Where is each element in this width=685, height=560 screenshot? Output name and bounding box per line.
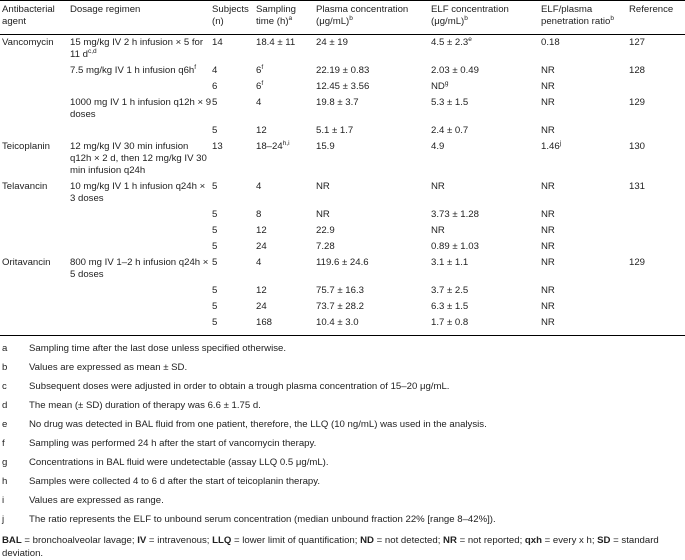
cell-value: 5 (212, 257, 218, 268)
cell-value: 12 (256, 225, 267, 236)
cell-value: 24 (256, 301, 267, 312)
cell-elf-concentration (431, 315, 541, 336)
cell-value: 19.8 ± 3.7 (316, 97, 359, 108)
cell-value: 3.7 ± 2.5 (431, 285, 469, 296)
cell-value: 1.7 ± 0.8 (431, 317, 469, 328)
cell-penetration-ratio (541, 299, 629, 315)
cell-reference (629, 139, 685, 179)
cell-sampling-time (256, 255, 316, 283)
cell-subjects (212, 139, 256, 179)
cell-dosage-regimen (70, 95, 212, 123)
abbreviation-term: qxh (524, 535, 542, 546)
header-plasma-concentration (316, 1, 431, 35)
abbreviation-meaning: = standard deviation. (2, 535, 659, 559)
cell-penetration-ratio (541, 315, 629, 336)
cell-sampling-time (256, 63, 316, 79)
abbreviation-term: IV (137, 535, 147, 546)
cell-value: 0.18 (541, 37, 560, 48)
cell-value: 4 (212, 65, 218, 76)
cell-value: 128 (629, 65, 646, 76)
cell-value: NR (541, 241, 555, 252)
cell-dosage-regimen (70, 315, 212, 336)
cell-value: 2.03 ± 0.49 (431, 65, 479, 76)
header-row (0, 1, 685, 35)
cell-penetration-ratio (541, 179, 629, 207)
cell-sampling-time (256, 315, 316, 336)
cell-value: NR (541, 225, 555, 236)
cell-penetration-ratio (541, 239, 629, 255)
cell-plasma-concentration (316, 95, 431, 123)
cell-value: 168 (256, 317, 273, 328)
cell-value: Telavancin (2, 181, 48, 192)
cell-elf-concentration (431, 299, 541, 315)
cell-value: 5 (212, 209, 218, 220)
cell-subjects (212, 35, 256, 64)
table-row (0, 79, 685, 95)
cell-agent (0, 299, 70, 315)
cell-subjects (212, 179, 256, 207)
cell-value: 18.4 ± 11 (256, 37, 296, 48)
cell-elf-concentration (431, 255, 541, 283)
cell-dosage-regimen (70, 299, 212, 315)
cell-value: Teicoplanin (2, 141, 51, 152)
abbreviation-meaning: = not reported; (456, 535, 525, 546)
cell-value: 73.7 ± 28.2 (316, 301, 364, 312)
cell-value: 18–24 (256, 141, 283, 152)
cell-dosage-regimen (70, 179, 212, 207)
header-label: Antibacterial agent (2, 4, 55, 27)
abbreviation-term: SD (597, 535, 611, 546)
cell-value: NR (541, 317, 555, 328)
footnote-text: Values are expressed as mean ± SD. (29, 362, 188, 373)
cell-elf-concentration (431, 283, 541, 299)
header-label: ELF/plasma penetration ratio (541, 4, 611, 27)
cell-plasma-concentration (316, 79, 431, 95)
cell-value: NR (541, 285, 555, 296)
cell-sampling-time (256, 123, 316, 139)
footnote-marker: c,d (87, 47, 97, 55)
abbreviation-term: LLQ (212, 535, 232, 546)
cell-value: 15.9 (316, 141, 335, 152)
cell-value: 3.73 ± 1.28 (431, 209, 479, 220)
cell-reference (629, 79, 685, 95)
cell-value: 5 (212, 181, 218, 192)
cell-penetration-ratio (541, 63, 629, 79)
cell-value: 8 (256, 209, 262, 220)
footnote-marker: a (288, 14, 293, 22)
cell-agent (0, 223, 70, 239)
cell-value: 1000 mg IV 1 h infusion q12h × 9 doses (70, 97, 212, 120)
cell-value: 10.4 ± 3.0 (316, 317, 359, 328)
cell-subjects (212, 315, 256, 336)
footnote-marker: f (194, 63, 197, 71)
cell-dosage-regimen (70, 239, 212, 255)
header-label: Dosage regimen (70, 4, 141, 15)
cell-sampling-time (256, 79, 316, 95)
cell-plasma-concentration (316, 179, 431, 207)
cell-value: NR (541, 257, 555, 268)
cell-value: 5 (212, 285, 218, 296)
cell-subjects (212, 63, 256, 79)
cell-value: NR (316, 181, 330, 192)
cell-sampling-time (256, 283, 316, 299)
footnote-text: Sampling time after the last dose unless specified otherwise. (29, 343, 287, 354)
footnote-marker: h,i (282, 139, 290, 147)
cell-sampling-time (256, 179, 316, 207)
cell-reference (629, 239, 685, 255)
cell-value: 10 mg/kg IV 1 h infusion q24h × 3 doses (70, 181, 206, 204)
table-row (0, 299, 685, 315)
cell-value: NR (431, 225, 445, 236)
footnote-marker: f (261, 79, 264, 87)
cell-subjects (212, 239, 256, 255)
cell-value: 24 ± 19 (316, 37, 348, 48)
footnote-text: Concentrations in BAL fluid were undetectable (assay LLQ 0.5 μg/mL). (29, 457, 329, 468)
cell-plasma-concentration (316, 299, 431, 315)
cell-value: 130 (629, 141, 646, 152)
cell-plasma-concentration (316, 63, 431, 79)
cell-value: 22.19 ± 0.83 (316, 65, 370, 76)
cell-value: 0.89 ± 1.03 (431, 241, 479, 252)
cell-agent (0, 79, 70, 95)
cell-value: 800 mg IV 1–2 h infusion q24h × 5 doses (70, 257, 209, 280)
abbreviation-meaning: = every x h; (541, 535, 598, 546)
footnote-marker: b (610, 14, 614, 22)
cell-subjects (212, 283, 256, 299)
footnote-label: c (2, 381, 7, 392)
cell-dosage-regimen (70, 223, 212, 239)
cell-agent (0, 255, 70, 283)
header-label: Sampling time (h) (256, 4, 296, 27)
cell-sampling-time (256, 95, 316, 123)
cell-elf-concentration (431, 123, 541, 139)
cell-subjects (212, 255, 256, 283)
cell-penetration-ratio (541, 139, 629, 179)
cell-value: 24 (256, 241, 267, 252)
cell-value: 12 (256, 285, 267, 296)
header-sampling-time (256, 1, 316, 35)
cell-sampling-time (256, 299, 316, 315)
cell-reference (629, 123, 685, 139)
cell-plasma-concentration (316, 35, 431, 64)
cell-plasma-concentration (316, 283, 431, 299)
cell-reference (629, 95, 685, 123)
cell-reference (629, 207, 685, 223)
cell-value: 5 (212, 301, 218, 312)
footnote-label: h (2, 476, 8, 487)
cell-value: 5 (212, 225, 218, 236)
abbreviation-meaning: = intravenous; (146, 535, 213, 546)
footnote-text: Samples were collected 4 to 6 d after the start of teicoplanin therapy. (29, 476, 320, 487)
cell-elf-concentration (431, 223, 541, 239)
cell-value: 5.1 ± 1.7 (316, 125, 354, 136)
footnote-label: f (2, 438, 5, 449)
footnote-text: No drug was detected in BAL fluid from one patient, therefore, the LLQ (10 ng/mL) was used in the analysis. (29, 419, 487, 430)
cell-value: 7.28 (316, 241, 335, 252)
cell-value: NR (541, 125, 555, 136)
footnote-text: Sampling was performed 24 h after the start of vancomycin therapy. (29, 438, 317, 449)
footnote-label: g (2, 457, 8, 468)
cell-reference (629, 299, 685, 315)
cell-dosage-regimen (70, 139, 212, 179)
cell-value: 4.5 ± 2.3 (431, 37, 469, 48)
cell-dosage-regimen (70, 123, 212, 139)
header-agent (0, 1, 70, 35)
cell-value: 131 (629, 181, 646, 192)
cell-value: 5 (212, 241, 218, 252)
footnote-marker: g (444, 79, 449, 87)
cell-plasma-concentration (316, 123, 431, 139)
cell-value: 5 (212, 97, 218, 108)
cell-value: 15 mg/kg IV 2 h infusion × 5 for 11 d (70, 37, 204, 60)
abbreviations (2, 534, 682, 560)
footnote-marker: e (468, 35, 472, 43)
cell-value: 4 (256, 257, 262, 268)
cell-value: 129 (629, 257, 646, 268)
header-label: ELF concentration (μg/mL) (431, 4, 509, 27)
cell-subjects (212, 123, 256, 139)
cell-value: 22.9 (316, 225, 335, 236)
footnote-marker: f (261, 63, 264, 71)
cell-agent (0, 95, 70, 123)
header-label: Subjects (n) (212, 4, 249, 27)
header-penetration-ratio (541, 1, 629, 35)
cell-value: 119.6 ± 24.6 (316, 257, 369, 268)
footnote-text: Values are expressed as range. (29, 495, 164, 506)
cell-value: NR (431, 181, 445, 192)
cell-value: Vancomycin (2, 37, 54, 48)
abbreviation-term: NR (443, 535, 457, 546)
cell-agent (0, 139, 70, 179)
abbreviation-term: BAL (2, 535, 22, 546)
cell-elf-concentration (431, 139, 541, 179)
cell-subjects (212, 299, 256, 315)
footnote-label: d (2, 400, 8, 411)
cell-value: 2.4 ± 0.7 (431, 125, 469, 136)
cell-value: 12.45 ± 3.56 (316, 81, 370, 92)
cell-value: 4.9 (431, 141, 445, 152)
header-label: Plasma concentration (μg/mL) (316, 4, 409, 27)
cell-dosage-regimen (70, 255, 212, 283)
footnote-label: b (2, 362, 8, 373)
footnote-label: e (2, 419, 8, 430)
cell-value: NR (541, 81, 555, 92)
cell-reference (629, 223, 685, 239)
cell-elf-concentration (431, 179, 541, 207)
cell-value: 6 (212, 81, 218, 92)
footnote-marker: b (464, 14, 468, 22)
cell-reference (629, 255, 685, 283)
cell-subjects (212, 223, 256, 239)
cell-dosage-regimen (70, 35, 212, 64)
cell-penetration-ratio (541, 223, 629, 239)
footnote-label: a (2, 343, 8, 354)
footnote-label: j (2, 514, 5, 525)
cell-value: 1.46 (541, 141, 560, 152)
cell-reference (629, 315, 685, 336)
cell-agent (0, 315, 70, 336)
cell-value: NR (541, 181, 555, 192)
cell-plasma-concentration (316, 255, 431, 283)
footnote-text: The ratio represents the ELF to unbound serum concentration (median unbound fraction 22% [range 8–42%]). (29, 514, 496, 525)
table-row (0, 179, 685, 207)
cell-plasma-concentration (316, 223, 431, 239)
cell-penetration-ratio (541, 255, 629, 283)
cell-penetration-ratio (541, 35, 629, 64)
cell-elf-concentration (431, 79, 541, 95)
table-row (0, 139, 685, 179)
cell-elf-concentration (431, 207, 541, 223)
cell-subjects (212, 207, 256, 223)
header-label: Reference (629, 4, 674, 15)
cell-agent (0, 283, 70, 299)
cell-value: 127 (629, 37, 646, 48)
cell-value: 129 (629, 97, 646, 108)
cell-elf-concentration (431, 35, 541, 64)
header-subjects (212, 1, 256, 35)
table-row (0, 223, 685, 239)
cell-penetration-ratio (541, 283, 629, 299)
cell-agent (0, 35, 70, 64)
cell-sampling-time (256, 35, 316, 64)
cell-value: 14 (212, 37, 223, 48)
cell-reference (629, 179, 685, 207)
cell-plasma-concentration (316, 207, 431, 223)
cell-sampling-time (256, 239, 316, 255)
cell-value: ND (431, 81, 445, 92)
cell-plasma-concentration (316, 315, 431, 336)
cell-penetration-ratio (541, 123, 629, 139)
cell-reference (629, 63, 685, 79)
cell-elf-concentration (431, 95, 541, 123)
cell-sampling-time (256, 139, 316, 179)
cell-value: NR (541, 97, 555, 108)
cell-agent (0, 179, 70, 207)
cell-value: Oritavancin (2, 257, 51, 268)
table-row (0, 123, 685, 139)
footnote-label: i (2, 495, 5, 506)
cell-sampling-time (256, 223, 316, 239)
cell-value: 3.1 ± 1.1 (431, 257, 469, 268)
cell-penetration-ratio (541, 95, 629, 123)
cell-subjects (212, 79, 256, 95)
table-row (0, 255, 685, 283)
cell-sampling-time (256, 207, 316, 223)
abbreviation-meaning: = lower limit of quantification; (231, 535, 361, 546)
cell-value: 6.3 ± 1.5 (431, 301, 469, 312)
cell-agent (0, 239, 70, 255)
cell-agent (0, 123, 70, 139)
footnote-text: Subsequent doses were adjusted in order to obtain a trough plasma concentration of 15–20 μg/mL. (29, 381, 450, 392)
table-row (0, 315, 685, 336)
header-elf-concentration (431, 1, 541, 35)
header-dosage-regimen (70, 1, 212, 35)
abbreviation-meaning: = not detected; (373, 535, 444, 546)
footnote-marker: b (349, 14, 353, 22)
cell-reference (629, 283, 685, 299)
footnote-marker: j (559, 139, 562, 147)
cell-value: 12 mg/kg IV 30 min infusion q12h × 2 d, then 12 mg/kg IV 30 min infusion q24h (70, 141, 207, 176)
cell-value: 7.5 mg/kg IV 1 h infusion q6h (70, 65, 195, 76)
cell-value: 6 (256, 65, 262, 76)
cell-value: 5.3 ± 1.5 (431, 97, 469, 108)
cell-value: 75.7 ± 16.3 (316, 285, 364, 296)
abbreviation-term: ND (360, 535, 374, 546)
cell-value: 4 (256, 181, 262, 192)
cell-penetration-ratio (541, 79, 629, 95)
cell-penetration-ratio (541, 207, 629, 223)
cell-value: NR (541, 301, 555, 312)
cell-plasma-concentration (316, 239, 431, 255)
table-row (0, 207, 685, 223)
cell-agent (0, 63, 70, 79)
cell-value: NR (541, 209, 555, 220)
table-row (0, 95, 685, 123)
cell-reference (629, 35, 685, 64)
cell-value: 13 (212, 141, 223, 152)
abbreviation-meaning: = bronchoalveolar lavage; (21, 535, 138, 546)
header-reference (629, 1, 685, 35)
cell-value: 4 (256, 97, 262, 108)
cell-dosage-regimen (70, 79, 212, 95)
cell-value: NR (316, 209, 330, 220)
cell-elf-concentration (431, 63, 541, 79)
cell-dosage-regimen (70, 207, 212, 223)
table-row (0, 63, 685, 79)
cell-dosage-regimen (70, 283, 212, 299)
cell-value: NR (541, 65, 555, 76)
table-row (0, 239, 685, 255)
cell-value: 6 (256, 81, 262, 92)
cell-subjects (212, 95, 256, 123)
table-row (0, 283, 685, 299)
cell-plasma-concentration (316, 139, 431, 179)
cell-agent (0, 207, 70, 223)
table-body (0, 35, 685, 336)
cell-value: 5 (212, 317, 218, 328)
footnote-text: The mean (± SD) duration of therapy was 6.6 ± 1.75 d. (29, 400, 261, 411)
cell-dosage-regimen (70, 63, 212, 79)
cell-value: 5 (212, 125, 218, 136)
table-row (0, 35, 685, 64)
cell-value: 12 (256, 125, 267, 136)
cell-elf-concentration (431, 239, 541, 255)
